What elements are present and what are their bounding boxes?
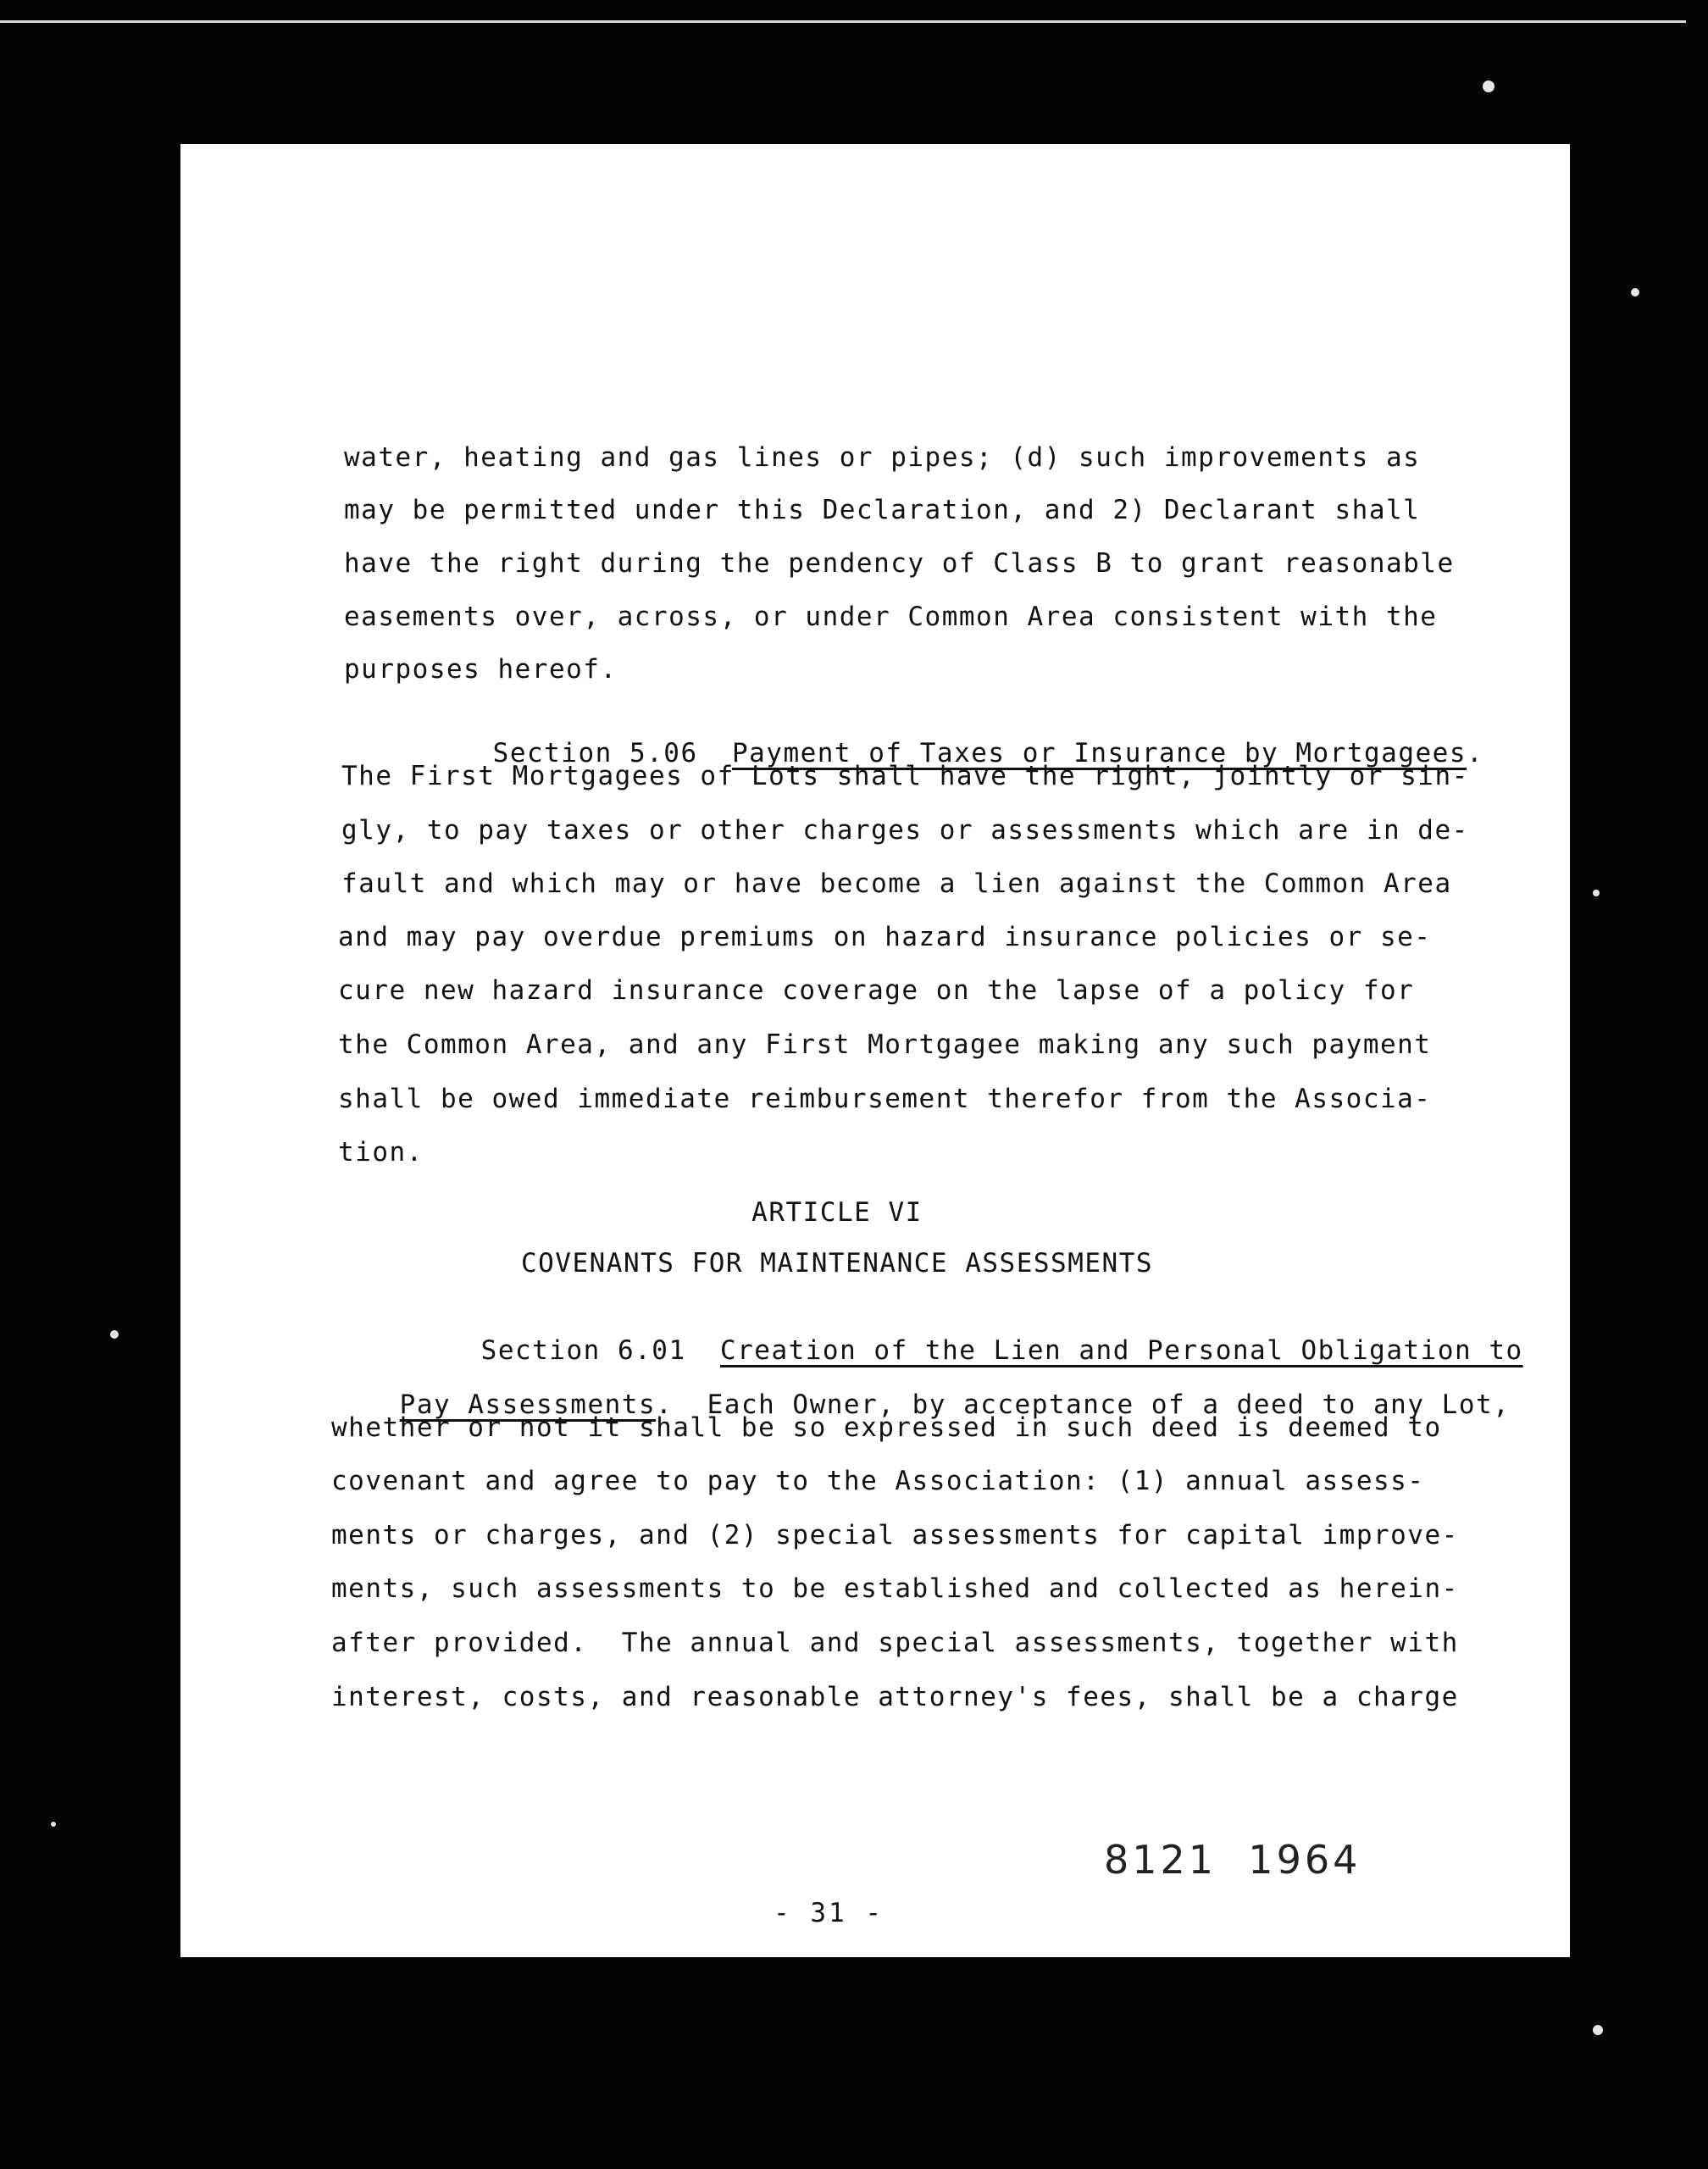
section-title-period: . <box>1467 738 1484 768</box>
scan-speck <box>51 1822 56 1827</box>
section-title-continued: Pay Assessments <box>399 1390 657 1420</box>
body-line: may be permitted under this Declaration, and 2) Declarant shall <box>344 495 1421 525</box>
article-number: ARTICLE VI <box>751 1197 923 1228</box>
scan-speck <box>1631 288 1639 297</box>
body-line: interest, costs, and reasonable attorney's fees, shall be a charge <box>331 1682 1459 1712</box>
body-line: have the right during the pendency of Class B to grant reasonable <box>344 548 1455 579</box>
body-line: fault and which may or have become a lien against the Common Area <box>341 868 1452 899</box>
body-line: whether or not it shall be so expressed in such deed is deemed to <box>331 1412 1442 1443</box>
body-line: cure new hazard insurance coverage on the lapse of a policy for <box>338 975 1415 1006</box>
body-text: . Each Owner, by acceptance of a deed to any Lot, <box>656 1390 1511 1420</box>
body-line: The First Mortgagees of Lots shall have the right, jointly or sin- <box>341 761 1469 791</box>
document-stamp-number: 8121 1964 <box>1104 1837 1361 1883</box>
body-line: ments or charges, and (2) special assessments for capital improve- <box>331 1520 1459 1550</box>
body-line: covenant and agree to pay to the Association: (1) annual assess- <box>331 1466 1425 1496</box>
body-line: easements over, across, or under Common Area consistent with the <box>344 602 1438 632</box>
section-number: Section 6.01 <box>480 1335 686 1366</box>
body-line: ments, such assessments to be established and collected as herein- <box>331 1573 1459 1604</box>
body-line: shall be owed immediate reimbursement therefor from the Associa- <box>338 1084 1432 1114</box>
scan-speck <box>1483 80 1494 92</box>
body-line: purposes hereof. <box>344 654 618 685</box>
body-line: after provided. The annual and special assessments, together with <box>331 1628 1459 1658</box>
body-line: the Common Area, and any First Mortgagee making any such payment <box>338 1029 1432 1060</box>
top-rule <box>0 20 1686 23</box>
document-page <box>180 144 1570 1957</box>
body-line: and may pay overdue premiums on hazard insurance policies or se- <box>338 922 1432 952</box>
section-title: Payment of Taxes or Insurance by Mortgagees <box>731 738 1467 768</box>
body-line: tion. <box>338 1137 424 1168</box>
scan-speck <box>1593 890 1600 896</box>
scan-speck <box>110 1330 119 1339</box>
page-number: - 31 - <box>774 1898 884 1928</box>
article-title: COVENANTS FOR MAINTENANCE ASSESSMENTS <box>520 1248 1154 1279</box>
section-number: Section 5.06 <box>492 738 698 768</box>
body-line: gly, to pay taxes or other charges or assessments which are in de- <box>341 815 1469 846</box>
body-line: water, heating and gas lines or pipes; (d) such improvements as <box>344 442 1421 473</box>
section-title: Creation of the Lien and Personal Obligation to <box>719 1335 1523 1366</box>
scan-speck <box>1593 2025 1603 2035</box>
